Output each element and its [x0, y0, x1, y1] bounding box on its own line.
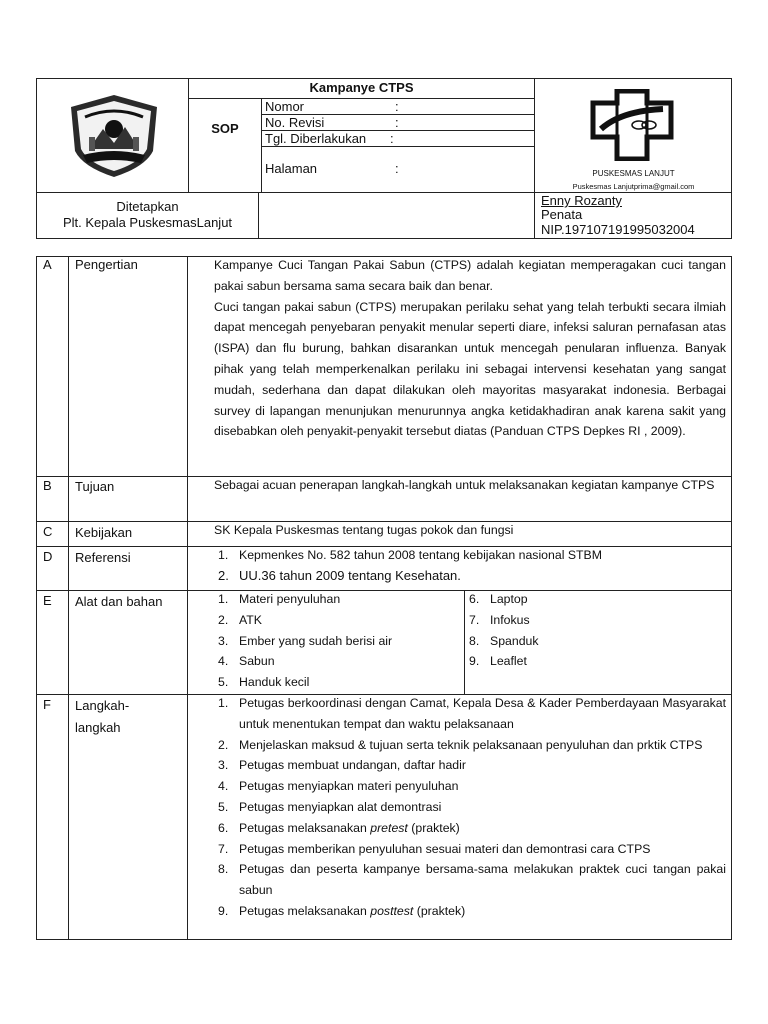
section-letter: D	[43, 549, 53, 564]
list-item: 5. Handuk kecil	[218, 675, 310, 690]
section-letter: E	[43, 593, 52, 608]
meta-label-revisi: No. Revisi	[265, 115, 325, 130]
meta-value-revisi: :	[395, 115, 399, 130]
meta-value-tgl: :	[390, 131, 394, 146]
document-title: Kampanye CTPS	[309, 80, 414, 95]
section-pengertian	[37, 257, 731, 476]
org-name: PUSKESMAS LANJUT	[592, 169, 675, 178]
list-item: 3. Petugas membuat undangan, daftar hadir	[218, 758, 466, 773]
list-item: 4. Petugas menyiapkan materi penyuluhan	[218, 779, 459, 794]
list-item: 2. Menjelaskan maksud & tujuan serta teknik pelaksanaan penyuluhan dan prktik CTPS	[218, 737, 703, 752]
list-item: 7. Infokus	[469, 612, 530, 627]
section-tujuan	[37, 476, 731, 521]
regency-seal-logo	[65, 93, 163, 179]
list-item: 1. Petugas berkoordinasi dengan Camat, Kepala Desa & Kader Pemberdayaan Masyarakat untuk menentukan tempat dan waktu pelaksanaan	[218, 696, 726, 731]
section-letter: C	[43, 524, 53, 539]
section-label: Pengertian	[75, 257, 138, 272]
list-item: 1. Materi penyuluhan	[218, 592, 341, 606]
section-label: Langkah-langkah	[75, 698, 130, 735]
list-item: 6. Laptop	[469, 592, 528, 606]
list-item: 4. Sabun	[218, 654, 275, 669]
meta-value-nomor: :	[395, 99, 399, 114]
signer-nip: NIP.197107191995032004	[541, 222, 695, 237]
meta-label-nomor: Nomor	[265, 99, 305, 114]
list-item: 7. Petugas memberikan penyuluhan sesuai materi dan demontrasi cara CTPS	[218, 841, 651, 856]
list-item: 6. Petugas melaksanakan pretest (praktek)	[218, 820, 460, 835]
established-label: Ditetapkan	[116, 199, 179, 214]
list-item: 8. Spanduk	[469, 633, 539, 648]
sop-header-table	[36, 78, 732, 239]
meta-label-tgl: Tgl. Diberlakukan	[265, 131, 367, 146]
list-item: 1. Kepmenkes No. 582 tahun 2008 tentang kebijakan nasional STBM	[218, 548, 602, 562]
section-kebijakan	[37, 521, 731, 546]
list-item: 5. Petugas menyiapkan alat demontrasi	[218, 799, 442, 814]
list-item: 2. UU.36 tahun 2009 tentang Kesehatan.	[218, 567, 461, 583]
puskesmas-cross-logo	[587, 89, 677, 161]
list-item: 9. Petugas melaksanakan posttest (praktek)	[218, 903, 466, 918]
signer-name: Enny Rozanty	[541, 193, 622, 208]
sop-label: SOP	[211, 121, 239, 136]
org-email: Puskesmas Lanjutprima@gmail.com	[572, 182, 695, 191]
kebijakan-text: SK Kepala Puskesmas tentang tugas pokok dan fungsi	[214, 523, 514, 537]
meta-value-halaman: :	[395, 161, 399, 176]
section-label: Tujuan	[75, 479, 115, 494]
section-referensi	[37, 546, 731, 590]
list-item: 9. Leaflet	[469, 654, 527, 669]
section-label: Alat dan bahan	[75, 594, 163, 609]
list-item: 3. Ember yang sudah berisi air	[218, 633, 393, 648]
section-letter: F	[43, 697, 51, 712]
list-item: 2. ATK	[218, 612, 263, 627]
section-label: Referensi	[75, 550, 131, 565]
signer-rank: Penata	[541, 207, 583, 222]
section-letter: B	[43, 478, 52, 493]
section-langkah	[37, 694, 731, 941]
section-label: Kebijakan	[75, 525, 133, 540]
pengertian-paragraph-1: Kampanye Cuci Tangan Pakai Sabun (CTPS) adalah kegiatan memperagakan cuci tangan pakai sabun bersama sama secara baik dan benar.	[214, 258, 726, 293]
tujuan-text: Sebagai acuan penerapan langkah-langkah untuk melaksanakan kegiatan kampanye CTPS	[214, 478, 715, 492]
meta-label-halaman: Halaman	[265, 161, 318, 176]
established-by: Plt. Kepala PuskesmasLanjut	[62, 215, 233, 230]
sop-content-table	[36, 256, 732, 940]
pengertian-paragraph-2: Cuci tangan pakai sabun (CTPS) merupakan perilaku sehat yang telah terbukti secara ilmiah dapat mencegah penyebaran penyakit menular seperti diare, infeksi saluran pernafasan atas (ISPA) dan flu burung, bahkan disarankan untuk mencegah penularan influenza. Banyak pihak yang telah memperkenalkan perilaku ini sebagai intervensi kesehatan yang sangat mudah, sederhana dan dapat dilakukan oleh mayoritas masyarakat indonesia. Berbagai survey di lapangan menunjukan menurunnya angka ketidakhadiran anak karena sakit yang disebabkan oleh penyakit-penyakit tersebut diatas (Panduan CTPS Depkes RI , 2009).	[214, 299, 726, 439]
section-letter: A	[43, 257, 52, 272]
list-item: 8. Petugas dan peserta kampanye bersama-sama melakukan praktek cuci tangan pakai sabun	[218, 862, 726, 898]
section-alat-bahan	[37, 590, 731, 694]
